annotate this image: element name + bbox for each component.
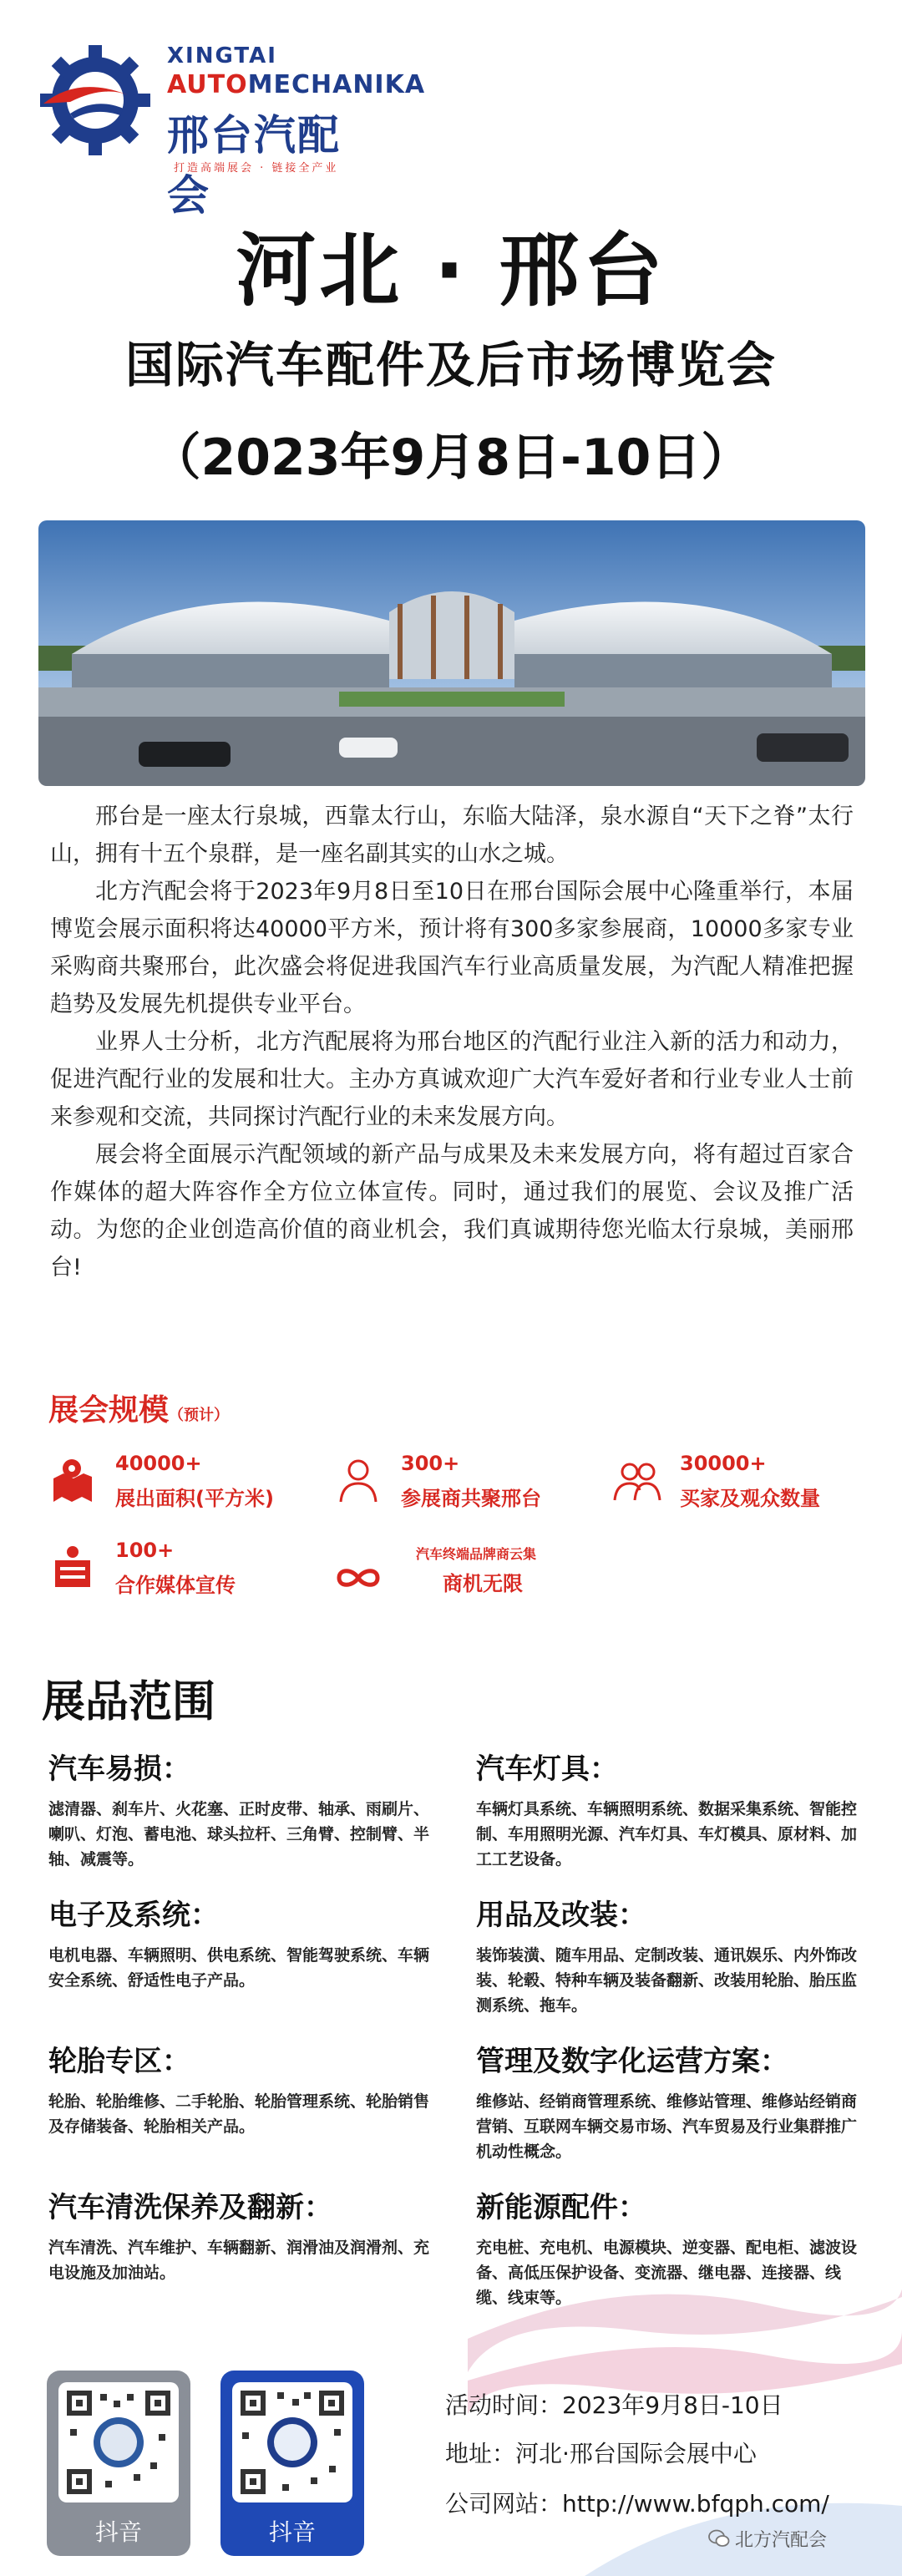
watermark-text: 北方汽配会	[735, 2530, 828, 2551]
category-title: 汽车易损：	[48, 1752, 190, 1786]
stat-label: 买家及观众数量	[680, 1487, 820, 1510]
category-items: 车辆灯具系统、车辆照明系统、数据采集系统、智能控制、车用照明光源、汽车灯具、车灯模具、原材料、加工工艺设备。	[476, 1800, 858, 1869]
exhibits-section-title: 展品范围	[42, 1677, 216, 1727]
qr-caption: 抖音	[94, 2518, 142, 2546]
category-items: 滤清器、刹车片、火花塞、正时皮带、轴承、雨刷片、喇叭、灯泡、蓄电池、球头拉杆、三角臂、控制臂、半轴、减震等。	[48, 1800, 430, 1869]
douyin-qr-card-2[interactable]	[220, 2371, 364, 2556]
category-accessories	[476, 1892, 869, 2018]
stat-exhibit-area	[48, 1452, 324, 1519]
stat-number: 40000+	[115, 1452, 202, 1475]
category-items: 轮胎、轮胎维修、二手轮胎、轮胎管理系统、轮胎销售及存储装备、轮胎相关产品。	[48, 2092, 430, 2136]
category-title: 电子及系统：	[48, 1899, 219, 1932]
gear-logo-icon	[37, 42, 154, 159]
intro-paragraph: 邢台是一座太行泉城，西靠太行山，东临大陆泽，泉水源自“天下之脊”太行山，拥有十五个泉群，是一座名副其实的山水之城。	[50, 804, 854, 867]
category-items: 维修站、经销商管理系统、维修站管理、维修站经销商营销、互联网车辆交易市场、汽车贸易及行业集群推广机动性概念。	[476, 2092, 858, 2161]
wechat-icon	[708, 2528, 730, 2549]
douyin-qr-card-1[interactable]	[47, 2371, 190, 2556]
category-items: 充电桩、充电机、电源模块、逆变器、配电柜、滤波设备、高低压保护设备、变流器、继电器、连接器、线缆、线束等。	[476, 2239, 858, 2307]
media-icon	[48, 1544, 97, 1592]
category-wear-parts	[48, 1746, 441, 1872]
venue-photo	[38, 520, 865, 786]
stat-buyers	[613, 1452, 880, 1519]
stat-exhibitors	[334, 1452, 593, 1519]
company-website[interactable]: 公司网站：http://www.bfqph.com/	[445, 2490, 829, 2518]
category-cleaning	[48, 2184, 441, 2285]
logo-english-line1: XINGTAI	[167, 43, 277, 68]
brand-logo	[17, 33, 426, 220]
category-items: 装饰装潢、随车用品、定制改装、通讯娱乐、内外饰改装、轮毂、特种车辆及装备翻新、改装用轮胎、胎压监测系统、拖车。	[476, 1946, 858, 2015]
infinity-icon	[334, 1554, 383, 1602]
category-title: 新能源配件：	[476, 2191, 646, 2224]
category-items: 汽车清洗、汽车维护、车辆翻新、润滑油及润滑剂、充电设施及加油站。	[48, 2239, 430, 2282]
stat-number: 100+	[115, 1539, 175, 1562]
event-address: 地址：河北·邢台国际会展中心	[445, 2440, 757, 2467]
qr-pattern-icon	[232, 2382, 352, 2502]
stat-number: 300+	[401, 1452, 460, 1475]
logo-mechanika-text: MECHANIKA	[247, 70, 426, 99]
category-title: 管理及数字化运营方案：	[476, 2045, 788, 2078]
intro-text	[50, 798, 854, 1286]
stat-label: 商机无限	[443, 1572, 523, 1595]
event-time: 活动时间：2023年9月8日-10日	[445, 2391, 783, 2419]
stat-label: 展出面积(平方米)	[115, 1487, 274, 1510]
stat-opportunities	[334, 1539, 601, 1605]
intro-paragraph: 北方汽配会将于2023年9月8日至10日在邢台国际会展中心隆重举行，本届博览会展示面积将达40000平方米，预计将有300多家参展商，10000多家专业采购商共聚邢台，此次盛会将促进我国汽车行业高质量发展，为汽配人精准把握趋势及发展先机提供专业平台。	[50, 879, 854, 1017]
scale-note: （预计）	[169, 1407, 230, 1424]
logo-chinese-name: 邢台汽配会	[167, 111, 341, 220]
category-title: 轮胎专区：	[48, 2045, 190, 2078]
category-title: 汽车灯具：	[476, 1752, 618, 1786]
logo-auto-text: AUTO	[167, 70, 248, 99]
category-electronics	[48, 1892, 441, 1993]
qr-code	[58, 2382, 179, 2502]
qr-caption: 抖音	[268, 2518, 316, 2546]
intro-paragraph: 展会将全面展示汽配领域的新产品与成果及未来发展方向，将有超过百家合作媒体的超大阵容作全方位立体宣传。同时，通过我们的展览、会议及推广活动。为您的企业创造高价值的商业机会，我们真诚期待您光临太行泉城，美丽邢台!	[50, 1142, 854, 1280]
person-icon	[334, 1457, 383, 1505]
category-title: 汽车清洗保养及翻新：	[48, 2191, 332, 2224]
date-title: （2023年9月8日-10日）	[150, 428, 752, 487]
scale-section-title	[48, 1387, 229, 1429]
map-pin-icon	[48, 1457, 97, 1505]
sub-title: 国际汽车配件及后市场博览会	[124, 337, 777, 393]
stat-media	[48, 1539, 324, 1605]
logo-english-line2	[167, 70, 425, 99]
stat-label: 合作媒体宣传	[115, 1574, 236, 1597]
category-digital	[476, 2038, 869, 2164]
qr-pattern-icon	[58, 2382, 179, 2502]
people-icon	[613, 1457, 661, 1505]
category-items: 电机电器、车辆照明、供电系统、智能驾驶系统、车辆安全系统、舒适性电子产品。	[48, 1946, 430, 1990]
exhibition-center-illustration	[38, 520, 865, 786]
intro-paragraph: 业界人士分析，北方汽配展将为邢台地区的汽配行业注入新的活力和动力，促进汽配行业的发展和壮大。主办方真诚欢迎广大汽车爱好者和行业专业人士前来参观和交流，共同探讨汽配行业的未来发展方向。	[50, 1029, 854, 1130]
scale-title-text: 展会规模	[48, 1393, 170, 1427]
stat-label: 参展商共聚邢台	[401, 1487, 541, 1510]
category-lighting	[476, 1746, 869, 1872]
stat-number: 30000+	[680, 1452, 767, 1475]
main-title: 河北 · 邢台	[236, 224, 666, 317]
stat-brands-note: 汽车终端品牌商云集	[416, 1546, 537, 1562]
qr-code	[232, 2382, 352, 2502]
category-title: 用品及改装：	[476, 1899, 646, 1932]
category-tires	[48, 2038, 441, 2139]
logo-slogan: 打造高端展会 · 链接全产业	[174, 162, 339, 175]
